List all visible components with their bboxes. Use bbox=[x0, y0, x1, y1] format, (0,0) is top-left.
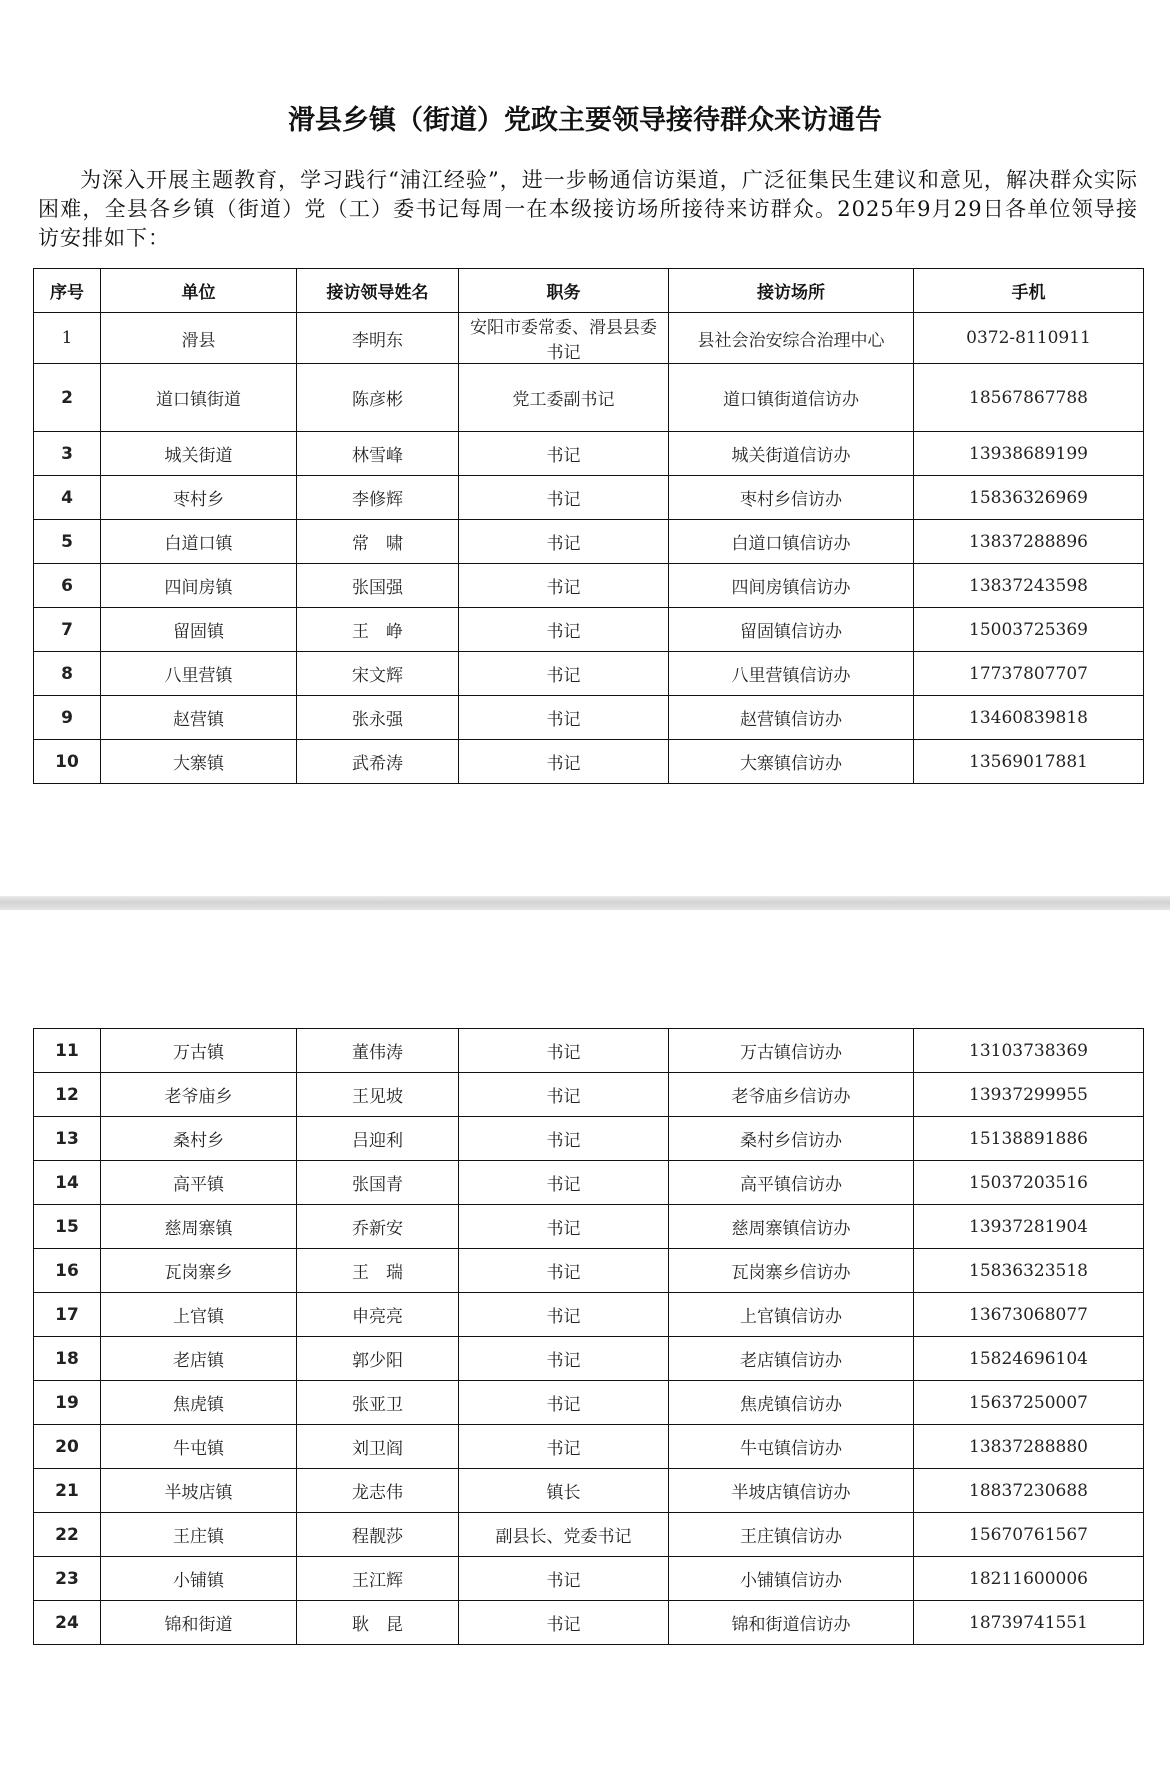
table-row bbox=[34, 652, 1144, 696]
cell-phone: 15138891886 bbox=[914, 1117, 1144, 1161]
cell-unit: 慈周寨镇 bbox=[101, 1205, 297, 1249]
cell-leader: 王 峥 bbox=[297, 608, 459, 652]
cell-unit: 八里营镇 bbox=[101, 652, 297, 696]
header-unit: 单位 bbox=[101, 269, 297, 313]
cell-seq: 20 bbox=[34, 1425, 101, 1469]
header-position: 职务 bbox=[459, 269, 669, 313]
cell-leader: 林雪峰 bbox=[297, 432, 459, 476]
header-seq: 序号 bbox=[34, 269, 101, 313]
cell-phone: 13837288880 bbox=[914, 1425, 1144, 1469]
cell-leader: 武希涛 bbox=[297, 740, 459, 784]
table-row bbox=[34, 1513, 1144, 1557]
table-row bbox=[34, 1601, 1144, 1645]
cell-unit: 留固镇 bbox=[101, 608, 297, 652]
cell-place: 上官镇信访办 bbox=[669, 1293, 914, 1337]
cell-phone: 15037203516 bbox=[914, 1161, 1144, 1205]
table-header-row bbox=[34, 269, 1144, 313]
cell-seq: 4 bbox=[34, 476, 101, 520]
cell-seq: 14 bbox=[34, 1161, 101, 1205]
cell-leader: 王 瑞 bbox=[297, 1249, 459, 1293]
cell-seq: 7 bbox=[34, 608, 101, 652]
document-page-2 bbox=[0, 910, 1170, 1779]
cell-place: 留固镇信访办 bbox=[669, 608, 914, 652]
cell-seq: 24 bbox=[34, 1601, 101, 1645]
cell-place: 赵营镇信访办 bbox=[669, 696, 914, 740]
cell-unit: 四间房镇 bbox=[101, 564, 297, 608]
cell-phone: 17737807707 bbox=[914, 652, 1144, 696]
cell-position: 书记 bbox=[459, 1381, 669, 1425]
cell-phone: 13937299955 bbox=[914, 1073, 1144, 1117]
cell-position: 书记 bbox=[459, 1425, 669, 1469]
table-row bbox=[34, 1469, 1144, 1513]
cell-position: 书记 bbox=[459, 1073, 669, 1117]
cell-unit: 桑村乡 bbox=[101, 1117, 297, 1161]
table-row bbox=[34, 608, 1144, 652]
table-row bbox=[34, 696, 1144, 740]
cell-place: 老爷庙乡信访办 bbox=[669, 1073, 914, 1117]
table-row bbox=[34, 1073, 1144, 1117]
cell-unit: 老爷庙乡 bbox=[101, 1073, 297, 1117]
table-row bbox=[34, 1249, 1144, 1293]
cell-leader: 申亮亮 bbox=[297, 1293, 459, 1337]
cell-place: 道口镇街道信访办 bbox=[669, 364, 914, 432]
table-row bbox=[34, 1293, 1144, 1337]
cell-position: 书记 bbox=[459, 1205, 669, 1249]
table-row bbox=[34, 1425, 1144, 1469]
cell-seq: 10 bbox=[34, 740, 101, 784]
cell-seq: 13 bbox=[34, 1117, 101, 1161]
intro-paragraph: 为深入开展主题教育，学习践行“浦江经验”，进一步畅通信访渠道，广泛征集民生建议和意见，解决群众实际困难，全县各乡镇（街道）党（工）委书记每周一在本级接访场所接待来访群众。2025年9月29日各单位领导接访安排如下： bbox=[38, 168, 1138, 250]
cell-leader: 王见坡 bbox=[297, 1073, 459, 1117]
cell-seq: 19 bbox=[34, 1381, 101, 1425]
cell-phone: 13837243598 bbox=[914, 564, 1144, 608]
cell-seq: 11 bbox=[34, 1029, 101, 1073]
cell-phone: 18837230688 bbox=[914, 1469, 1144, 1513]
cell-seq: 2 bbox=[34, 364, 101, 432]
cell-phone: 18739741551 bbox=[914, 1601, 1144, 1645]
cell-seq: 17 bbox=[34, 1293, 101, 1337]
cell-leader: 王江辉 bbox=[297, 1557, 459, 1601]
cell-leader: 李修辉 bbox=[297, 476, 459, 520]
cell-unit: 半坡店镇 bbox=[101, 1469, 297, 1513]
cell-leader: 张永强 bbox=[297, 696, 459, 740]
cell-phone: 13937281904 bbox=[914, 1205, 1144, 1249]
cell-leader: 耿 昆 bbox=[297, 1601, 459, 1645]
cell-position: 镇长 bbox=[459, 1469, 669, 1513]
cell-phone: 15670761567 bbox=[914, 1513, 1144, 1557]
cell-unit: 小铺镇 bbox=[101, 1557, 297, 1601]
cell-seq: 1 bbox=[34, 313, 101, 364]
cell-position: 书记 bbox=[459, 1117, 669, 1161]
cell-position: 书记 bbox=[459, 1337, 669, 1381]
cell-leader: 张国青 bbox=[297, 1161, 459, 1205]
cell-phone: 15836326969 bbox=[914, 476, 1144, 520]
cell-seq: 18 bbox=[34, 1337, 101, 1381]
cell-phone: 15836323518 bbox=[914, 1249, 1144, 1293]
cell-leader: 程靓莎 bbox=[297, 1513, 459, 1557]
cell-position: 书记 bbox=[459, 696, 669, 740]
cell-place: 王庄镇信访办 bbox=[669, 1513, 914, 1557]
table-body-page-2 bbox=[34, 1029, 1144, 1645]
cell-leader: 乔新安 bbox=[297, 1205, 459, 1249]
cell-place: 小铺镇信访办 bbox=[669, 1557, 914, 1601]
cell-seq: 16 bbox=[34, 1249, 101, 1293]
cell-unit: 滑县 bbox=[101, 313, 297, 364]
cell-place: 四间房镇信访办 bbox=[669, 564, 914, 608]
table-row bbox=[34, 1205, 1144, 1249]
cell-seq: 22 bbox=[34, 1513, 101, 1557]
cell-seq: 5 bbox=[34, 520, 101, 564]
cell-place: 老店镇信访办 bbox=[669, 1337, 914, 1381]
cell-phone: 15824696104 bbox=[914, 1337, 1144, 1381]
cell-position: 书记 bbox=[459, 608, 669, 652]
cell-seq: 3 bbox=[34, 432, 101, 476]
cell-position: 书记 bbox=[459, 1029, 669, 1073]
cell-position: 书记 bbox=[459, 564, 669, 608]
cell-place: 牛屯镇信访办 bbox=[669, 1425, 914, 1469]
cell-place: 县社会治安综合治理中心 bbox=[669, 313, 914, 364]
cell-leader: 宋文辉 bbox=[297, 652, 459, 696]
table-row bbox=[34, 1161, 1144, 1205]
cell-unit: 锦和街道 bbox=[101, 1601, 297, 1645]
cell-phone: 18567867788 bbox=[914, 364, 1144, 432]
cell-unit: 万古镇 bbox=[101, 1029, 297, 1073]
cell-phone: 13460839818 bbox=[914, 696, 1144, 740]
cell-position: 书记 bbox=[459, 1161, 669, 1205]
cell-phone: 13103738369 bbox=[914, 1029, 1144, 1073]
header-leader: 接访领导姓名 bbox=[297, 269, 459, 313]
table-row bbox=[34, 1557, 1144, 1601]
table-row bbox=[34, 1381, 1144, 1425]
cell-place: 瓦岗寨乡信访办 bbox=[669, 1249, 914, 1293]
table-row bbox=[34, 432, 1144, 476]
cell-place: 高平镇信访办 bbox=[669, 1161, 914, 1205]
cell-position: 书记 bbox=[459, 520, 669, 564]
table-row bbox=[34, 740, 1144, 784]
cell-unit: 老店镇 bbox=[101, 1337, 297, 1381]
cell-place: 半坡店镇信访办 bbox=[669, 1469, 914, 1513]
table-row bbox=[34, 1029, 1144, 1073]
header-place: 接访场所 bbox=[669, 269, 914, 313]
table-body-page-1 bbox=[34, 313, 1144, 784]
cell-place: 枣村乡信访办 bbox=[669, 476, 914, 520]
schedule-table-page-1 bbox=[33, 268, 1144, 784]
cell-position: 书记 bbox=[459, 1601, 669, 1645]
cell-seq: 23 bbox=[34, 1557, 101, 1601]
cell-unit: 高平镇 bbox=[101, 1161, 297, 1205]
cell-position: 党工委副书记 bbox=[459, 364, 669, 432]
cell-unit: 上官镇 bbox=[101, 1293, 297, 1337]
cell-seq: 8 bbox=[34, 652, 101, 696]
cell-leader: 龙志伟 bbox=[297, 1469, 459, 1513]
cell-seq: 15 bbox=[34, 1205, 101, 1249]
table-row bbox=[34, 476, 1144, 520]
cell-place: 八里营镇信访办 bbox=[669, 652, 914, 696]
header-phone: 手机 bbox=[914, 269, 1144, 313]
cell-seq: 6 bbox=[34, 564, 101, 608]
cell-leader: 吕迎利 bbox=[297, 1117, 459, 1161]
table-row bbox=[34, 364, 1144, 432]
cell-unit: 瓦岗寨乡 bbox=[101, 1249, 297, 1293]
table-row bbox=[34, 1117, 1144, 1161]
document-title: 滑县乡镇（街道）党政主要领导接待群众来访通告 bbox=[288, 105, 882, 136]
cell-position: 书记 bbox=[459, 476, 669, 520]
cell-place: 锦和街道信访办 bbox=[669, 1601, 914, 1645]
cell-leader: 常 啸 bbox=[297, 520, 459, 564]
cell-position: 书记 bbox=[459, 652, 669, 696]
cell-phone: 13569017881 bbox=[914, 740, 1144, 784]
cell-unit: 白道口镇 bbox=[101, 520, 297, 564]
cell-unit: 大寨镇 bbox=[101, 740, 297, 784]
cell-seq: 9 bbox=[34, 696, 101, 740]
cell-position: 书记 bbox=[459, 1557, 669, 1601]
cell-phone: 13837288896 bbox=[914, 520, 1144, 564]
cell-phone: 18211600006 bbox=[914, 1557, 1144, 1601]
cell-unit: 枣村乡 bbox=[101, 476, 297, 520]
cell-place: 城关街道信访办 bbox=[669, 432, 914, 476]
cell-leader: 张国强 bbox=[297, 564, 459, 608]
cell-place: 白道口镇信访办 bbox=[669, 520, 914, 564]
cell-place: 焦虎镇信访办 bbox=[669, 1381, 914, 1425]
cell-leader: 张亚卫 bbox=[297, 1381, 459, 1425]
cell-unit: 牛屯镇 bbox=[101, 1425, 297, 1469]
cell-phone: 13673068077 bbox=[914, 1293, 1144, 1337]
cell-place: 万古镇信访办 bbox=[669, 1029, 914, 1073]
page-separator bbox=[0, 896, 1170, 910]
cell-leader: 陈彦彬 bbox=[297, 364, 459, 432]
table-row bbox=[34, 564, 1144, 608]
cell-position: 书记 bbox=[459, 740, 669, 784]
cell-place: 桑村乡信访办 bbox=[669, 1117, 914, 1161]
table-row bbox=[34, 313, 1144, 364]
table-row bbox=[34, 1337, 1144, 1381]
schedule-table-page-2 bbox=[33, 1028, 1144, 1645]
cell-leader: 董伟涛 bbox=[297, 1029, 459, 1073]
cell-unit: 道口镇街道 bbox=[101, 364, 297, 432]
cell-unit: 焦虎镇 bbox=[101, 1381, 297, 1425]
cell-unit: 赵营镇 bbox=[101, 696, 297, 740]
cell-unit: 城关街道 bbox=[101, 432, 297, 476]
cell-place: 大寨镇信访办 bbox=[669, 740, 914, 784]
cell-leader: 刘卫阎 bbox=[297, 1425, 459, 1469]
cell-position: 书记 bbox=[459, 432, 669, 476]
cell-position: 副县长、党委书记 bbox=[459, 1513, 669, 1557]
cell-place: 慈周寨镇信访办 bbox=[669, 1205, 914, 1249]
cell-leader: 郭少阳 bbox=[297, 1337, 459, 1381]
cell-phone: 15003725369 bbox=[914, 608, 1144, 652]
cell-phone: 0372-8110911 bbox=[914, 313, 1144, 364]
cell-seq: 12 bbox=[34, 1073, 101, 1117]
cell-position: 书记 bbox=[459, 1249, 669, 1293]
cell-position: 安阳市委常委、滑县县委书记 bbox=[459, 313, 669, 364]
cell-unit: 王庄镇 bbox=[101, 1513, 297, 1557]
cell-leader: 李明东 bbox=[297, 313, 459, 364]
cell-phone: 15637250007 bbox=[914, 1381, 1144, 1425]
cell-seq: 21 bbox=[34, 1469, 101, 1513]
table-row bbox=[34, 520, 1144, 564]
cell-phone: 13938689199 bbox=[914, 432, 1144, 476]
cell-position: 书记 bbox=[459, 1293, 669, 1337]
